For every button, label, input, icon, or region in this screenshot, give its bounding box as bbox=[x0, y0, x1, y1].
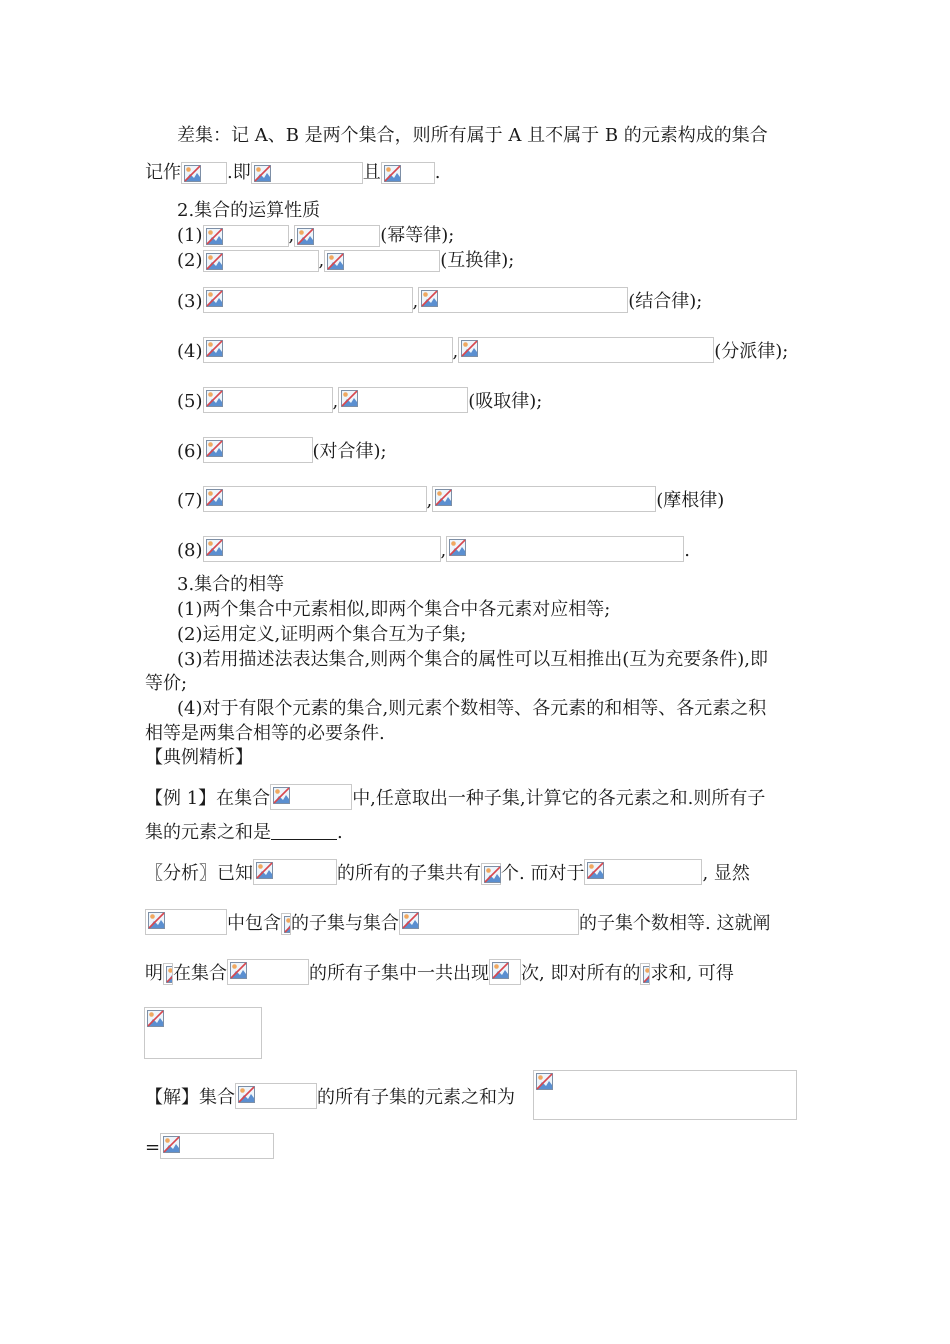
property-item: (4) , (分派律); bbox=[177, 337, 788, 363]
formula-image bbox=[381, 162, 435, 184]
section-heading: 2.集合的运算性质 bbox=[177, 200, 321, 221]
broken-image-icon bbox=[184, 165, 201, 182]
formula-image bbox=[203, 536, 441, 562]
broken-image-icon bbox=[587, 862, 604, 879]
broken-image-icon bbox=[206, 290, 223, 307]
formula-image bbox=[281, 913, 291, 935]
property-item: (6) (对合律); bbox=[177, 437, 387, 463]
broken-image-icon bbox=[297, 228, 314, 245]
broken-image-icon bbox=[536, 1073, 553, 1090]
broken-image-icon bbox=[148, 912, 165, 929]
broken-image-icon bbox=[230, 962, 247, 979]
broken-image-icon bbox=[206, 253, 223, 270]
solution-line2: = bbox=[145, 1133, 274, 1159]
example-1-question-cont: 集的元素之和是 . bbox=[145, 822, 343, 843]
broken-image-icon bbox=[421, 290, 438, 307]
broken-image-icon bbox=[254, 165, 271, 182]
analysis-line1: 〖分析〗已知 的所有的子集共有 个. 而对于 , 显然 bbox=[145, 859, 750, 885]
solution-line1: 【解】集合 的所有子集的元素之和为 bbox=[145, 1083, 515, 1109]
property-item: (1) , (幂等律); bbox=[177, 225, 455, 246]
broken-image-icon bbox=[284, 916, 291, 933]
formula-image bbox=[270, 784, 352, 810]
example-1-question: 【例 1】在集合 中,任意取出一种子集,计算它的各元素之和.则所有子 bbox=[145, 784, 765, 810]
formula-image bbox=[481, 863, 501, 885]
formula-image bbox=[399, 909, 579, 935]
broken-image-icon bbox=[206, 489, 223, 506]
property-item: (7) , (摩根律) bbox=[177, 486, 724, 512]
broken-image-icon bbox=[449, 539, 466, 556]
formula-image bbox=[203, 437, 313, 463]
list-item: (3)若用描述法表达集合,则两个集合的属性可以互相推出(互为充要条件),即 bbox=[177, 649, 768, 670]
formula-image bbox=[458, 337, 714, 363]
answer-blank bbox=[271, 825, 337, 840]
broken-image-icon bbox=[643, 966, 650, 983]
formula-image bbox=[253, 859, 337, 885]
formula-image bbox=[294, 225, 380, 247]
property-item: (2) , (互换律); bbox=[177, 250, 515, 271]
list-item: (4)对于有限个元素的集合,则元素个数相等、各元素的和相等、各元素之积 bbox=[177, 698, 767, 719]
analysis-line3: 明 在集合 的所有子集中一共出现 次, 即对所有的 求和, 可得 bbox=[145, 959, 734, 985]
formula-image bbox=[227, 959, 309, 985]
formula-image bbox=[203, 486, 427, 512]
broken-image-icon bbox=[341, 390, 358, 407]
difference-def-line2: 记作 .即 且 . bbox=[145, 162, 441, 183]
formula-image bbox=[584, 859, 702, 885]
broken-image-icon bbox=[163, 1136, 180, 1153]
broken-image-icon bbox=[384, 165, 401, 182]
formula-image bbox=[203, 387, 333, 413]
list-item-continuation: 等价; bbox=[145, 673, 188, 694]
formula-image bbox=[640, 963, 650, 985]
formula-image bbox=[145, 909, 227, 935]
broken-image-icon bbox=[273, 787, 290, 804]
broken-image-icon bbox=[492, 962, 509, 979]
formula-image bbox=[432, 486, 656, 512]
broken-image-icon bbox=[206, 539, 223, 556]
analysis-line2: 中包含 的子集与集合 的子集个数相等. 这就阐 bbox=[145, 909, 770, 935]
formula-image bbox=[203, 250, 319, 272]
broken-image-icon bbox=[206, 340, 223, 357]
broken-image-icon bbox=[484, 866, 501, 883]
property-item: (3) , (结合律); bbox=[177, 287, 702, 313]
broken-image-icon bbox=[461, 340, 478, 357]
formula-image bbox=[251, 162, 363, 184]
property-item: (8) , . bbox=[177, 536, 690, 562]
broken-image-icon bbox=[327, 253, 344, 270]
broken-image-icon bbox=[256, 862, 273, 879]
property-item: (5) , (吸取律); bbox=[177, 387, 542, 413]
formula-image bbox=[446, 536, 684, 562]
formula-image bbox=[418, 287, 628, 313]
formula-image bbox=[324, 250, 440, 272]
formula-image bbox=[203, 337, 453, 363]
list-item-continuation: 相等是两集合相等的必要条件. bbox=[145, 723, 385, 744]
formula-image bbox=[144, 1007, 262, 1059]
broken-image-icon bbox=[435, 489, 452, 506]
formula-image bbox=[203, 225, 289, 247]
formula-image bbox=[160, 1133, 274, 1159]
formula-image bbox=[163, 963, 173, 985]
list-item: (1)两个集合中元素相似,即两个集合中各元素对应相等; bbox=[177, 599, 611, 620]
broken-image-icon bbox=[402, 912, 419, 929]
broken-image-icon bbox=[206, 440, 223, 457]
broken-image-icon bbox=[166, 966, 173, 983]
broken-image-icon bbox=[238, 1086, 255, 1103]
examples-heading: 【典例精析】 bbox=[145, 747, 253, 768]
formula-image bbox=[235, 1083, 317, 1109]
section-heading: 3.集合的相等 bbox=[177, 574, 285, 595]
formula-image bbox=[489, 959, 521, 985]
list-item: (2)运用定义,证明两个集合互为子集; bbox=[177, 624, 467, 645]
broken-image-icon bbox=[206, 390, 223, 407]
formula-image bbox=[203, 287, 413, 313]
formula-image bbox=[338, 387, 468, 413]
broken-image-icon bbox=[147, 1010, 164, 1027]
formula-image bbox=[533, 1070, 797, 1120]
formula-image bbox=[181, 162, 227, 184]
broken-image-icon bbox=[206, 228, 223, 245]
difference-def-line1: 差集：记 A、B 是两个集合，则所有属于 A 且不属于 B 的元素构成的集合 bbox=[177, 125, 768, 146]
